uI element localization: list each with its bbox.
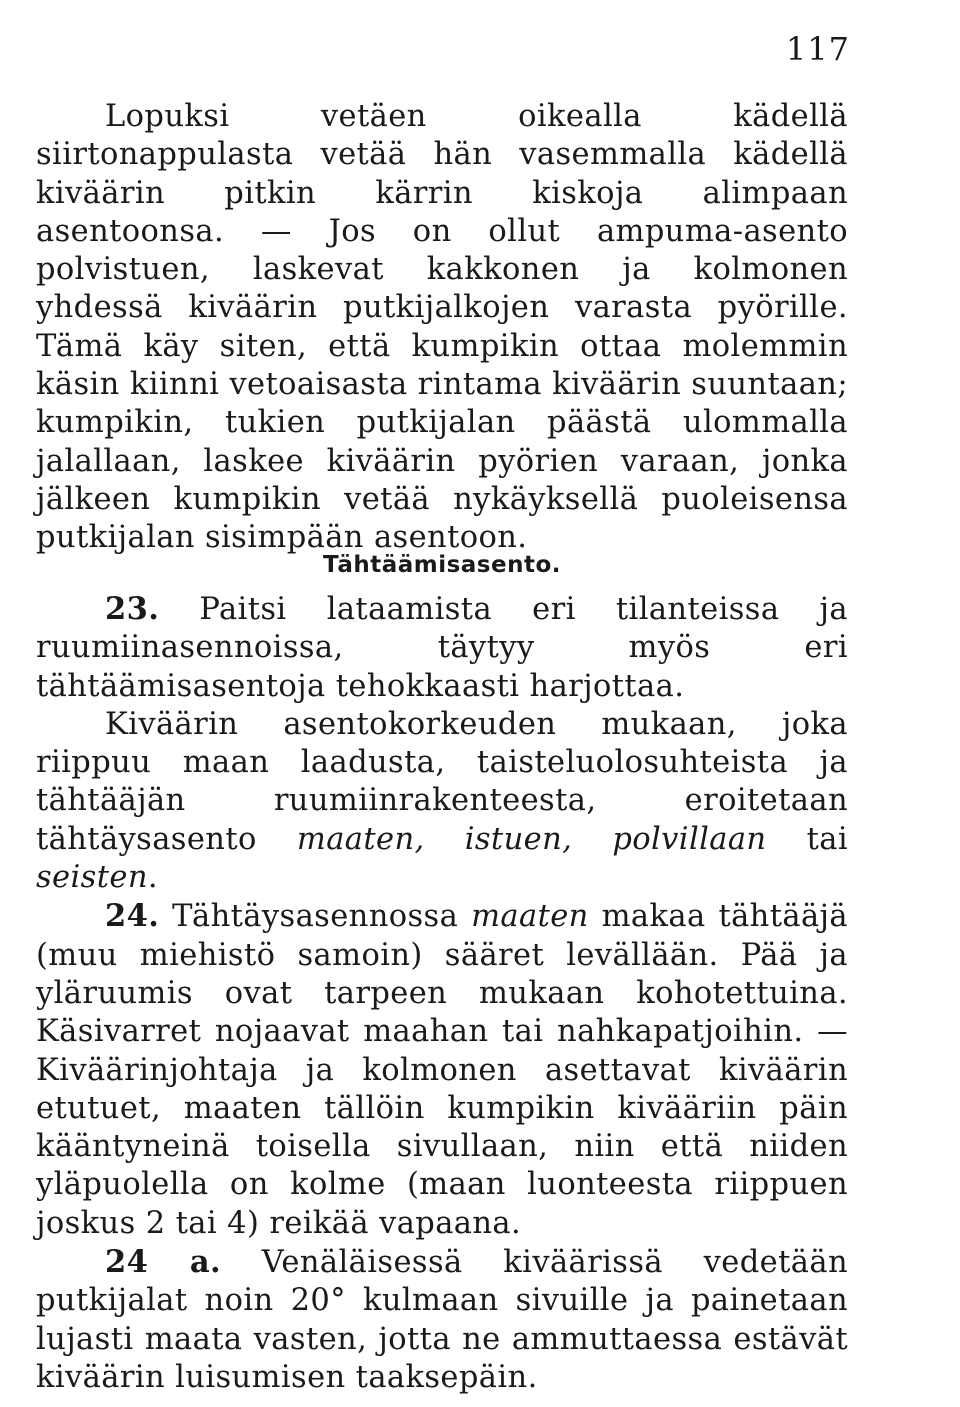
paragraph-block-2: [36, 590, 848, 1397]
paragraph-asento-end: .: [147, 860, 158, 896]
page-number: 117: [785, 30, 850, 68]
paragraph-24: [36, 897, 848, 1243]
paragraph-number-24: 24.: [105, 898, 160, 935]
paragraph-asento: [36, 706, 848, 897]
paragraph-asento-text: Kiväärin asentokorkeuden mukaan, joka riippuu maan laadusta, taisteluolosuhteista ja tähtääjän ruumiinrakenteesta, eroitetaan tähtäysasento: [36, 706, 848, 857]
paragraph-23: [36, 590, 848, 706]
paragraph-24-text-2: makaa tähtääjä (muu miehistö samoin) sääret levällään. Pää ja yläruumis ovat tarpeen mukaan kohotettuina. Käsivarret nojaavat maahan tai nahkapatjoihin. — Kiväärinjohtaja ja kolmonen asettavat kiväärin etutuet, maaten tällöin kumpikin kivääriin päin kääntyneinä toisella sivullaan, niin että niiden yläpuolella on kolme (maan luonteesta riippuen joskus 2 tai 4) reikää vapaana.: [36, 899, 848, 1241]
section-heading: Tähtäämisasento.: [322, 552, 562, 578]
paragraph-block-1: [36, 98, 848, 558]
italic-positions: maaten, istuen, polvillaan: [296, 821, 767, 857]
paragraph-23-text: Paitsi lataamista eri tilanteissa ja ruumiinasennoissa, täytyy myös eri tähtäämisasentoja tehokkaasti harjottaa.: [36, 592, 848, 704]
paragraph-number-23: 23.: [105, 591, 160, 627]
paragraph-number-24a: 24 a.: [105, 1244, 222, 1281]
italic-seisten: seisten: [36, 860, 148, 896]
paragraph-24a-text: Venäläisessä kiväärissä vedetään putkijalat noin 20° kulmaan sivuille ja painetaan lujasti maata vasten, jotta ne ammuttaessa estävät kiväärin luisumisen taaksepäin.: [36, 1245, 848, 1395]
paragraph-24a: [36, 1243, 848, 1397]
paragraph-asento-mid: tai: [766, 821, 848, 857]
paragraph-24-text-1: Tähtäysasennossa: [159, 899, 472, 935]
paragraph-lopuksi: Lopuksi vetäen oikealla kädellä siirtonappulasta vetää hän vasemmalla kädellä kiväärin pitkin kärrin kiskoja alimpaan asentoonsa. — Jos on ollut ampuma-asento polvistuen, laskevat kakkonen ja kolmonen yhdessä kiväärin putkijalkojen varasta pyörille. Tämä käy siten, että kumpikin ottaa molemmin käsin kiinni vetoaisasta rintama kiväärin suuntaan; kumpikin, tukien putkijalan päästä ulommalla jalallaan, laskee kiväärin pyörien varaan, jonka jälkeen kumpikin vetää nykäyksellä puoleisensa putkijalan sisimpään asentoon.: [36, 99, 848, 556]
italic-maaten: maaten: [471, 899, 589, 935]
